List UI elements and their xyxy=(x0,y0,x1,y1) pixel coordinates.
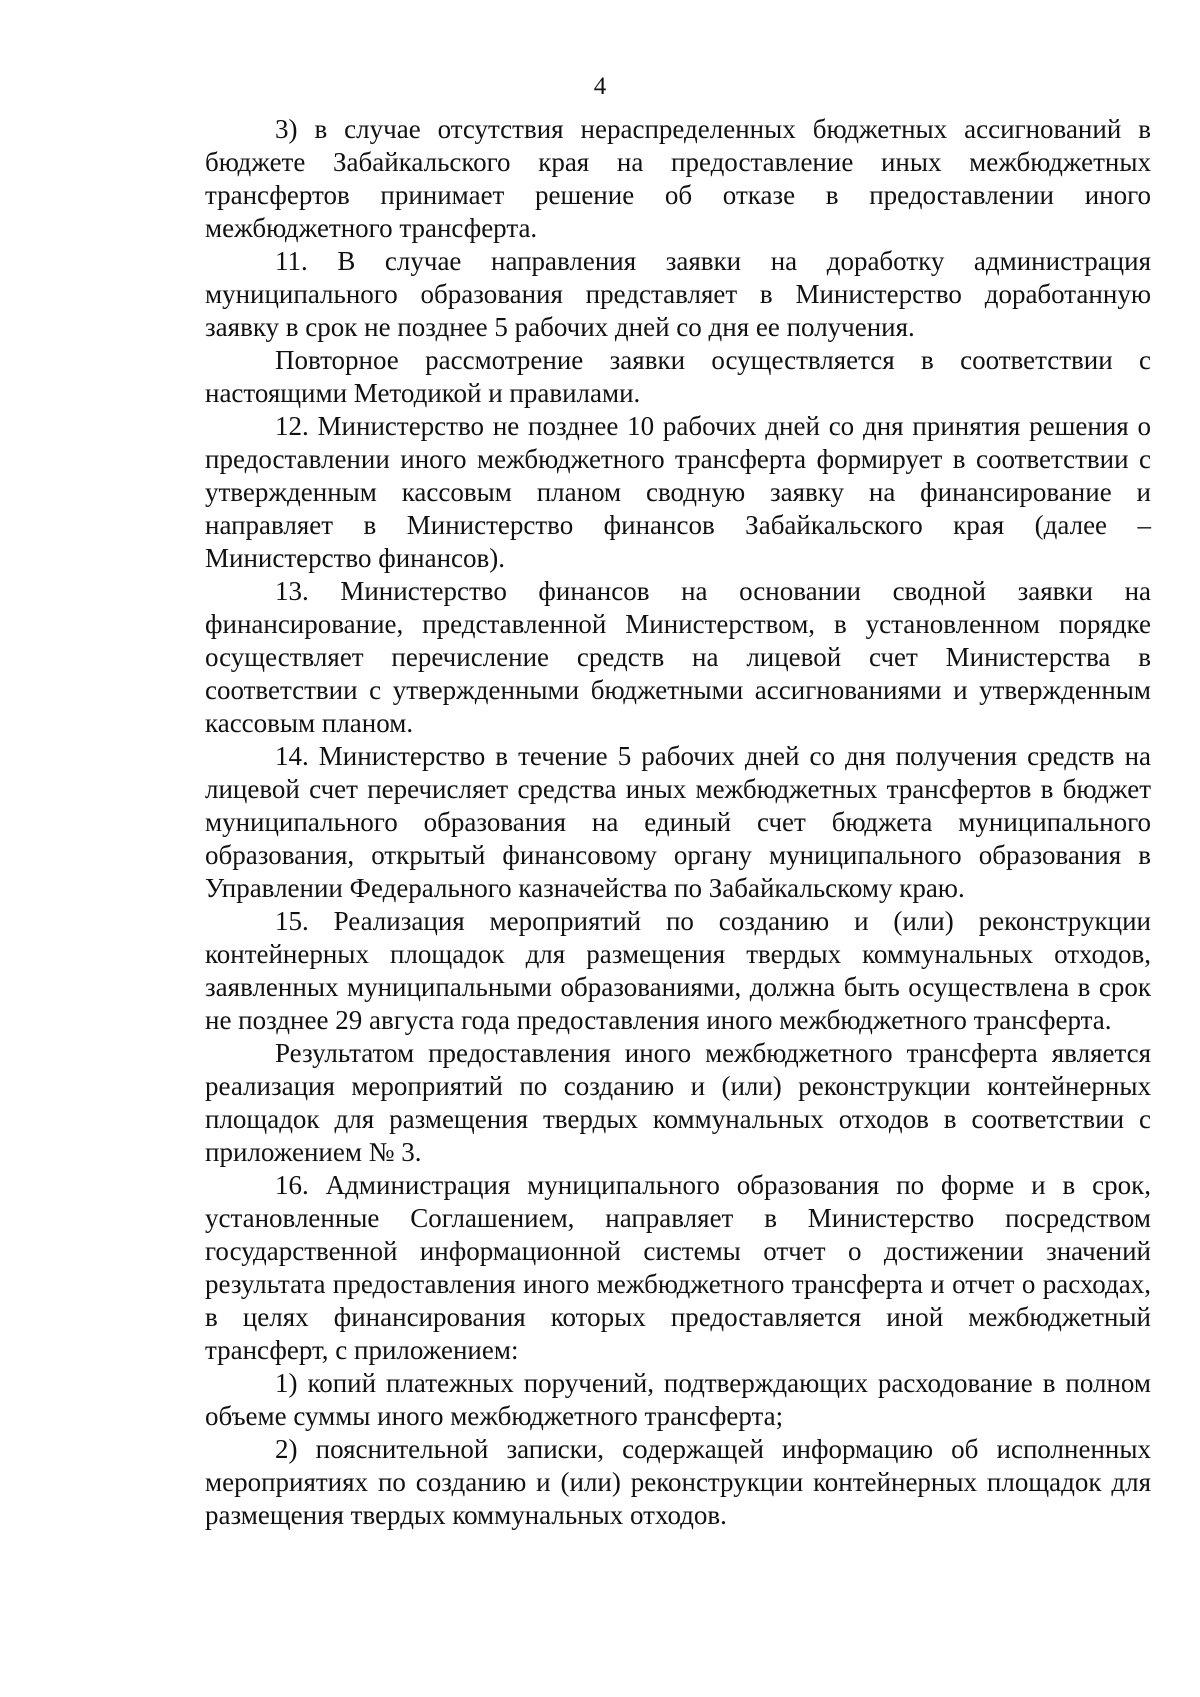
paragraph-clause-11: 11. В случае направления заявки на доработку администрация муниципального образования представляет в Министерство доработанную заявку в срок не позднее 5 рабочих дней со дня ее получения. xyxy=(205,246,1151,342)
document-body xyxy=(205,113,1151,1532)
paragraph-result: Результатом предоставления иного межбюджетного трансферта является реализация мероприятий по созданию и (или) реконструкции контейнерных площадок для размещения твердых коммунальных отходов в соответствии с приложением № 3. xyxy=(205,1038,1151,1167)
paragraph-clause-10-3: 3) в случае отсутствия нераспределенных бюджетных ассигнований в бюджете Забайкальского края на предоставление иных межбюджетных трансфертов принимает решение об отказе в предоставлении иного межбюджетного трансферта. xyxy=(205,114,1151,243)
page-number: 4 xyxy=(593,73,607,100)
paragraph-clause-13: 13. Министерство финансов на основании сводной заявки на финансирование, представленной Министерством, в установленном порядке осуществляет перечисление средств на лицевой счет Министерства в соответствии с утвержденными бюджетными ассигнованиями и утвержденным кассовым планом. xyxy=(205,576,1151,738)
paragraph-clause-14: 14. Министерство в течение 5 рабочих дней со дня получения средств на лицевой счет перечисляет средства иных межбюджетных трансфертов в бюджет муниципального образования на единый счет бюджета муниципального образования, открытый финансовому органу муниципального образования в Управлении Федерального казначейства по Забайкальскому краю. xyxy=(205,741,1151,903)
paragraph-repeat-review: Повторное рассмотрение заявки осуществляется в соответствии с настоящими Методикой и правилами. xyxy=(205,345,1151,408)
paragraph-clause-12: 12. Министерство не позднее 10 рабочих дней со дня принятия решения о предоставлении иного межбюджетного трансферта формирует в соответствии с утвержденным кассовым планом сводную заявку на финансирование и направляет в Министерство финансов Забайкальского края (далее – Министерство финансов). xyxy=(205,411,1151,573)
paragraph-clause-16-2: 2) пояснительной записки, содержащей информацию об исполненных мероприятиях по созданию и (или) реконструкции контейнерных площадок для размещения твердых коммунальных отходов. xyxy=(205,1434,1151,1530)
paragraph-clause-16-1: 1) копий платежных поручений, подтверждающих расходование в полном объеме суммы иного межбюджетного трансферта; xyxy=(205,1368,1151,1431)
paragraph-clause-16: 16. Администрация муниципального образования по форме и в срок, установленные Соглашением, направляет в Министерство посредством государственной информационной системы отчет о достижении значений результата предоставления иного межбюджетного трансферта и отчет о расходах, в целях финансирования которых предоставляется иной межбюджетный трансферт, с приложением: xyxy=(205,1170,1151,1365)
paragraph-clause-15: 15. Реализация мероприятий по созданию и (или) реконструкции контейнерных площадок для размещения твердых коммунальных отходов, заявленных муниципальными образованиями, должна быть осуществлена в срок не позднее 29 августа года предоставления иного межбюджетного трансферта. xyxy=(205,906,1151,1035)
